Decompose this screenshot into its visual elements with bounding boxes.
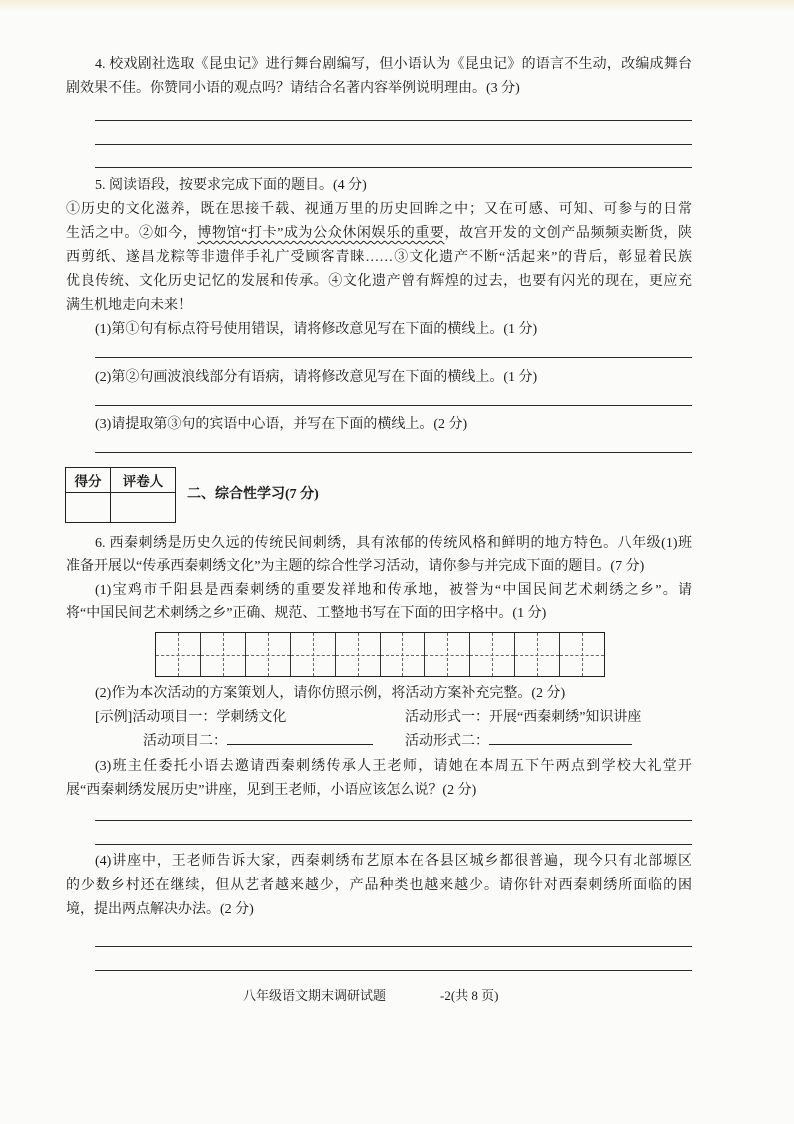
tianzige-cell <box>381 633 426 676</box>
example-form-label: 活动形式一： <box>405 710 489 725</box>
grader-cell <box>111 493 176 523</box>
footer-title: 八年级语文期末调研试题 <box>243 988 387 1003</box>
activity-form-2 <box>405 732 692 752</box>
example-item: 学刺绣文化 <box>216 710 287 725</box>
answer-line <box>95 970 692 971</box>
question-6-text-line: 6. 西秦刺绣是历史久远的传统民间刺绣，具有浓郁的传统风格和鲜明的地方特色。八年级(1)班 <box>95 536 692 551</box>
passage-line: 满生机地走向未来！ <box>66 298 192 313</box>
answer-line <box>95 820 692 821</box>
answer-line <box>95 120 692 121</box>
question-4-text-line: 4. 校戏剧社选取《昆虫记》进行舞台剧编写，但小语认为《昆虫记》的语言不生动，改编成舞台 <box>95 57 692 72</box>
passage-line <box>66 224 692 250</box>
score-cell <box>66 493 111 523</box>
passage-line: 优良传统、文化历史记忆的发展和传承。④文化遗产曾有辉煌的过去，也要有闪光的现在，更应充 <box>66 274 692 289</box>
question-5-sub-3: (3)请提取第③句的宾语中心语，并写在下面的横线上。(2 分) <box>95 417 468 432</box>
passage-segment: ，故宫开发的文创产品频频卖断货，陕 <box>444 226 692 241</box>
tianzige-cell <box>470 633 515 676</box>
passage-line: ①历史的文化滋养，既在思接千载、视通万里的历史回眸之中；又在可感、可知、可参与的日常 <box>66 202 692 217</box>
question-6-sub-4-line: 境，提出两点解决办法。(2 分) <box>66 902 254 917</box>
tianzige-cell <box>156 633 201 676</box>
tianzige-cell <box>246 633 291 676</box>
question-6-sub-3-line: 展“西秦刺绣发展历史”讲座，见到王老师，小语应该怎么说？(2 分) <box>66 783 477 798</box>
question-4-text-line: 剧效果不佳。你赞同小语的观点吗？请结合名著内容举例说明理由。(3 分) <box>66 81 520 96</box>
grader-label: 评卷人 <box>111 468 176 493</box>
tianzige-cell <box>425 633 470 676</box>
answer-line <box>95 357 692 358</box>
answer-line <box>95 405 692 406</box>
example-form <box>405 708 692 728</box>
activity-item-2-label: 活动项目二： <box>143 734 227 749</box>
answer-line <box>95 946 692 947</box>
activity-item-2 <box>143 732 393 752</box>
score-label: 得分 <box>66 468 111 493</box>
example-form-content: 开展“西秦刺绣”知识讲座 <box>489 710 642 725</box>
tianzige-cell <box>515 633 560 676</box>
answer-line <box>95 452 692 453</box>
tianzige-grid <box>155 632 605 677</box>
section-title: 二、综合性学习(7 分) <box>187 487 319 502</box>
answer-line <box>95 844 692 845</box>
passage-line: 西剪纸、遂昌龙粽等非遗伴手礼广受顾客青睐……③文化遗产不断“活起来”的背后，彰显着民族 <box>66 250 692 265</box>
question-6-sub-1-line: 将“中国民间艺术刺绣之乡”正确、规范、工整地书写在下面的田字格中。(1 分) <box>66 606 547 621</box>
tianzige-cell <box>560 633 604 676</box>
answer-line <box>95 144 692 145</box>
passage-segment: 生活之中。②如今， <box>66 226 198 241</box>
page-number: -2(共 8 页) <box>440 988 499 1003</box>
blank-line <box>489 732 632 745</box>
tianzige-cell <box>201 633 246 676</box>
question-5-sub-1: (1)第①句有标点符号使用错误，请将修改意见写在下面的横线上。(1 分) <box>95 322 538 337</box>
question-5-title: 5. 阅读语段，按要求完成下面的题目。(4 分) <box>95 178 367 193</box>
activity-form-2-label: 活动形式二： <box>405 734 489 749</box>
score-box <box>65 467 176 523</box>
tianzige-cell <box>291 633 336 676</box>
question-6-sub-2: (2)作为本次活动的方案策划人，请你仿照示例，将活动方案补充完整。(2 分) <box>95 686 566 701</box>
question-6-sub-3-line: (3)班主任委托小语去邀请西秦刺绣传承人王老师，请她在本周五下午两点到学校大礼堂开 <box>95 759 692 774</box>
question-5-sub-2: (2)第②句画波浪线部分有语病，请将修改意见写在下面的横线上。(1 分) <box>95 370 538 385</box>
example-label: [示例]活动项目一： <box>95 710 217 725</box>
tianzige-cell <box>336 633 381 676</box>
question-6-sub-4-line: (4)讲座中，王老师告诉大家，西秦刺绣布艺原本在各县区城乡都很普遍，现今只有北部塬区 <box>95 854 692 869</box>
blank-line <box>227 732 373 745</box>
question-6-text-line: 准备开展以“传承西秦刺绣文化”为主题的综合性学习活动，请你参与并完成下面的题目。(7 分) <box>66 559 645 574</box>
wavy-underlined-phrase: 博物馆“打卡”成为公众休闲娱乐的重要 <box>197 226 445 241</box>
example-row <box>95 708 395 728</box>
answer-line <box>95 167 692 168</box>
question-6-sub-4-line: 的少数乡村还在继续，但从艺者越来越少，产品种类也越来越少。请你针对西秦刺绣所面临的困 <box>66 878 692 893</box>
question-6-sub-1-line: (1)宝鸡市千阳县是西秦刺绣的重要发祥地和传承地，被誉为“中国民间艺术刺绣之乡”。请 <box>95 583 692 598</box>
